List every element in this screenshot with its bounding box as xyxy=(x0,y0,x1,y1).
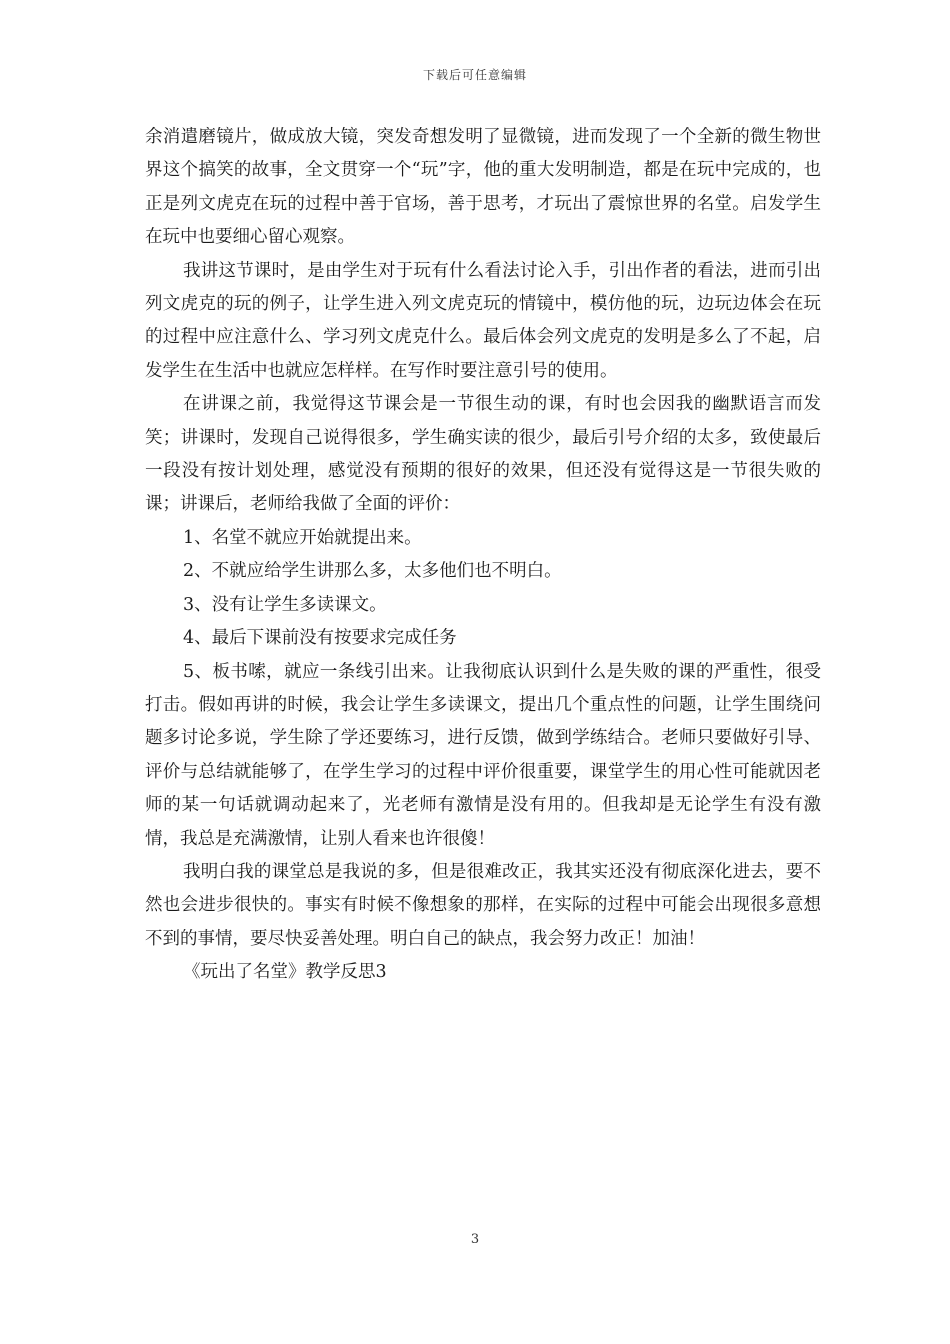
paragraph-2: 我讲这节课时，是由学生对于玩有什么看法讨论入手，引出作者的看法，进而引出列文虎克的玩的例子，让学生进入列文虎克玩的情镜中，模仿他的玩，边玩边体会在玩的过程中应注意什么、学习列文虎克什么。最后体会列文虎克的发明是多么了不起，启发学生在生活中也就应怎样样。在写作时要注意引号的使用。 xyxy=(145,260,821,381)
document-body xyxy=(145,121,821,990)
page-number: 3 xyxy=(470,1232,480,1247)
section-heading: 《玩出了名堂》教学反思3 xyxy=(183,962,387,983)
list-item-2: 2、不就应给学生讲那么多，太多他们也不明白。 xyxy=(183,561,562,582)
paragraph-3: 在讲课之前，我觉得这节课会是一节很生动的课，有时也会因我的幽默语言而发笑；讲课时，发现自己说得很多，学生确实读的很少，最后引号介绍的太多，致使最后一段没有按计划处理，感觉没有预期的很好的效果，但还没有觉得这是一节很失败的课；讲课后，老师给我做了全面的评价： xyxy=(145,394,821,515)
list-item-1: 1、名堂不就应开始就提出来。 xyxy=(183,527,422,548)
page-header: 下载后可任意编辑 xyxy=(422,68,527,82)
paragraph-closing: 我明白我的课堂总是我说的多，但是很难改正，我其实还没有彻底深化进去，要不然也会进步很快的。事实有时候不像想象的那样，在实际的过程中可能会出现很多意想不到的事情，要尽快妥善处理。明白自己的缺点，我会努力改正！加油！ xyxy=(145,861,821,949)
list-item-3: 3、没有让学生多读课文。 xyxy=(183,594,387,615)
list-item-4: 4、最后下课前没有按要求完成任务 xyxy=(183,628,457,649)
list-item-5: 5、板书嗦，就应一条线引出来。让我彻底认识到什么是失败的课的严重性，很受打击。假如再讲的时候，我会让学生多读课文，提出几个重点性的问题，让学生围绕问题多讨论多说，学生除了学还要练习，进行反馈，做到学练结合。老师只要做好引导、评价与总结就能够了，在学生学习的过程中评价很重要，课堂学生的用心性可能就因老师的某一句话就调动起来了，光老师有激情是没有用的。但我却是无论学生有没有激情，我总是充满激情，让别人看来也许很傻！ xyxy=(145,661,821,849)
paragraph-1: 余消遣磨镜片，做成放大镜，突发奇想发明了显微镜，进而发现了一个全新的微生物世界这个搞笑的故事，全文贯穿一个“玩”字，他的重大发明制造，都是在玩中完成的，也正是列文虎克在玩的过程中善于官场，善于思考，才玩出了震惊世界的名堂。启发学生在玩中也要细心留心观察。 xyxy=(145,127,821,248)
